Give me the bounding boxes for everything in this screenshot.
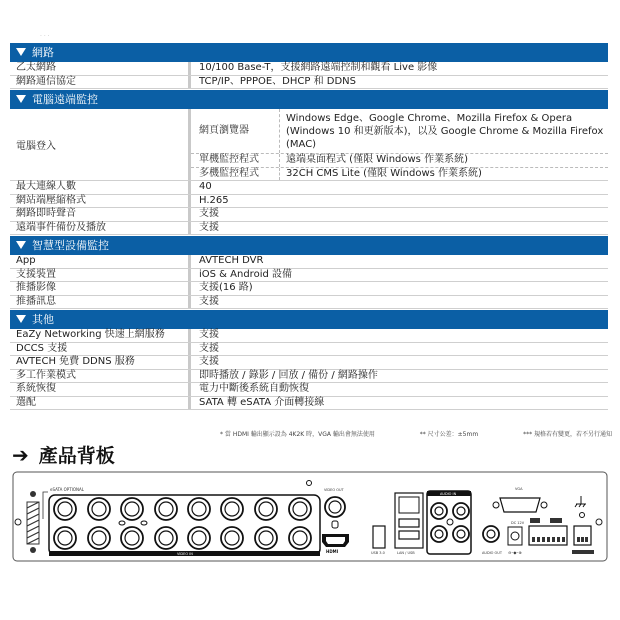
spec-row: 推播訊息 支援 xyxy=(10,296,608,310)
section-header-network: 網路 xyxy=(10,43,608,62)
svg-text:HDMI: HDMI xyxy=(326,549,339,554)
spec-row: 推播影像 支援(16 路) xyxy=(10,282,608,296)
spec-row: EaZy Networking 快速上網服務 支援 xyxy=(10,329,608,343)
spec-row: 遠端事件備份及播放 支援 xyxy=(10,222,608,236)
back-panel-diagram xyxy=(12,471,608,562)
footnote-hdmi: * 當 HDMI 輸出顯示設為 4K2K 時，VGA 輸出會無法使用 xyxy=(220,431,375,438)
pc-login-group: 電腦登入 網頁瀏覽器 Windows Edge、Google Chrome、Mozilla Firefox & Opera (Windows 10 和更新版本)，以及 Google Chrome & Mozilla Firefox (MAC) 單機監控程式 遠端桌面程式 (僅限 Windows 作業系統) 多機監控程式 32CH CMS Lite (僅限 Windows 作業系統) xyxy=(10,109,608,181)
spec-row: DCCS 支援 支援 xyxy=(10,343,608,357)
arrow-right-icon: ➔ xyxy=(12,442,29,467)
svg-text:VIDEO IN: VIDEO IN xyxy=(177,552,193,556)
section-header-pc-remote: 電腦遠端監控 xyxy=(10,90,608,109)
triangle-down-icon xyxy=(16,315,26,323)
sub-row: 多機監控程式 32CH CMS Lite (僅限 Windows 作業系統) xyxy=(191,168,608,181)
svg-text:VGA: VGA xyxy=(515,487,523,491)
spec-row: 多工作業模式 即時播放 / 錄影 / 回放 / 備份 / 網路操作 xyxy=(10,370,608,384)
spec-row: 支援裝置 iOS & Android 設備 xyxy=(10,269,608,283)
sub-row: 單機監控程式 遠端桌面程式 (僅限 Windows 作業系統) xyxy=(191,154,608,168)
spec-row: AVTECH 免費 DDNS 服務 支援 xyxy=(10,356,608,370)
svg-text:DC 12V: DC 12V xyxy=(511,521,525,525)
svg-text:⊖–◆–⊕: ⊖–◆–⊕ xyxy=(508,550,522,555)
svg-text:USB 3.0: USB 3.0 xyxy=(371,551,385,555)
spec-row: 系統恢復 電力中斷後系統自動恢復 xyxy=(10,383,608,397)
spec-row: 選配 SATA 轉 eSATA 介面轉接線 xyxy=(10,397,608,411)
spec-row: 乙太網路 10/100 Base-T，支援網路遠端控制和觀看 Live 影像 xyxy=(10,62,608,76)
spec-table xyxy=(10,42,608,410)
back-panel-title: ➔ 產品背板 xyxy=(12,442,115,467)
triangle-down-icon xyxy=(16,241,26,249)
svg-text:AUDIO OUT: AUDIO OUT xyxy=(482,551,503,555)
svg-text:LAN / USB: LAN / USB xyxy=(397,551,415,555)
svg-text:VIDEO OUT: VIDEO OUT xyxy=(324,488,344,492)
triangle-down-icon xyxy=(16,95,26,103)
spec-row: App AVTECH DVR xyxy=(10,255,608,269)
footnotes xyxy=(220,429,612,438)
spec-row: 網站端壓縮格式 H.265 xyxy=(10,195,608,209)
sub-row: 網頁瀏覽器 Windows Edge、Google Chrome、Mozilla Firefox & Opera (Windows 10 和更新版本)，以及 Google Chrome & Mozilla Firefox (MAC) xyxy=(191,109,608,154)
cropped-header-text: · · · xyxy=(40,33,50,40)
svg-text:eSATA OPTIONAL: eSATA OPTIONAL xyxy=(50,487,84,492)
footnote-tolerance: ** 尺寸公差：±5mm xyxy=(419,431,479,438)
svg-text:AUDIO IN: AUDIO IN xyxy=(440,492,457,496)
spec-row: 網路通信協定 TCP/IP、PPPOE、DHCP 和 DDNS xyxy=(10,76,608,90)
section-header-other: 其他 xyxy=(10,310,608,329)
spec-row: 網路即時聲音 支援 xyxy=(10,208,608,222)
section-header-smart-device: 智慧型設備監控 xyxy=(10,236,608,255)
spec-row: 最大連線人數 40 xyxy=(10,181,608,195)
triangle-down-icon xyxy=(16,48,26,56)
footnote-spec-change: *** 規格若有變更，若不另行通知 xyxy=(523,431,612,438)
